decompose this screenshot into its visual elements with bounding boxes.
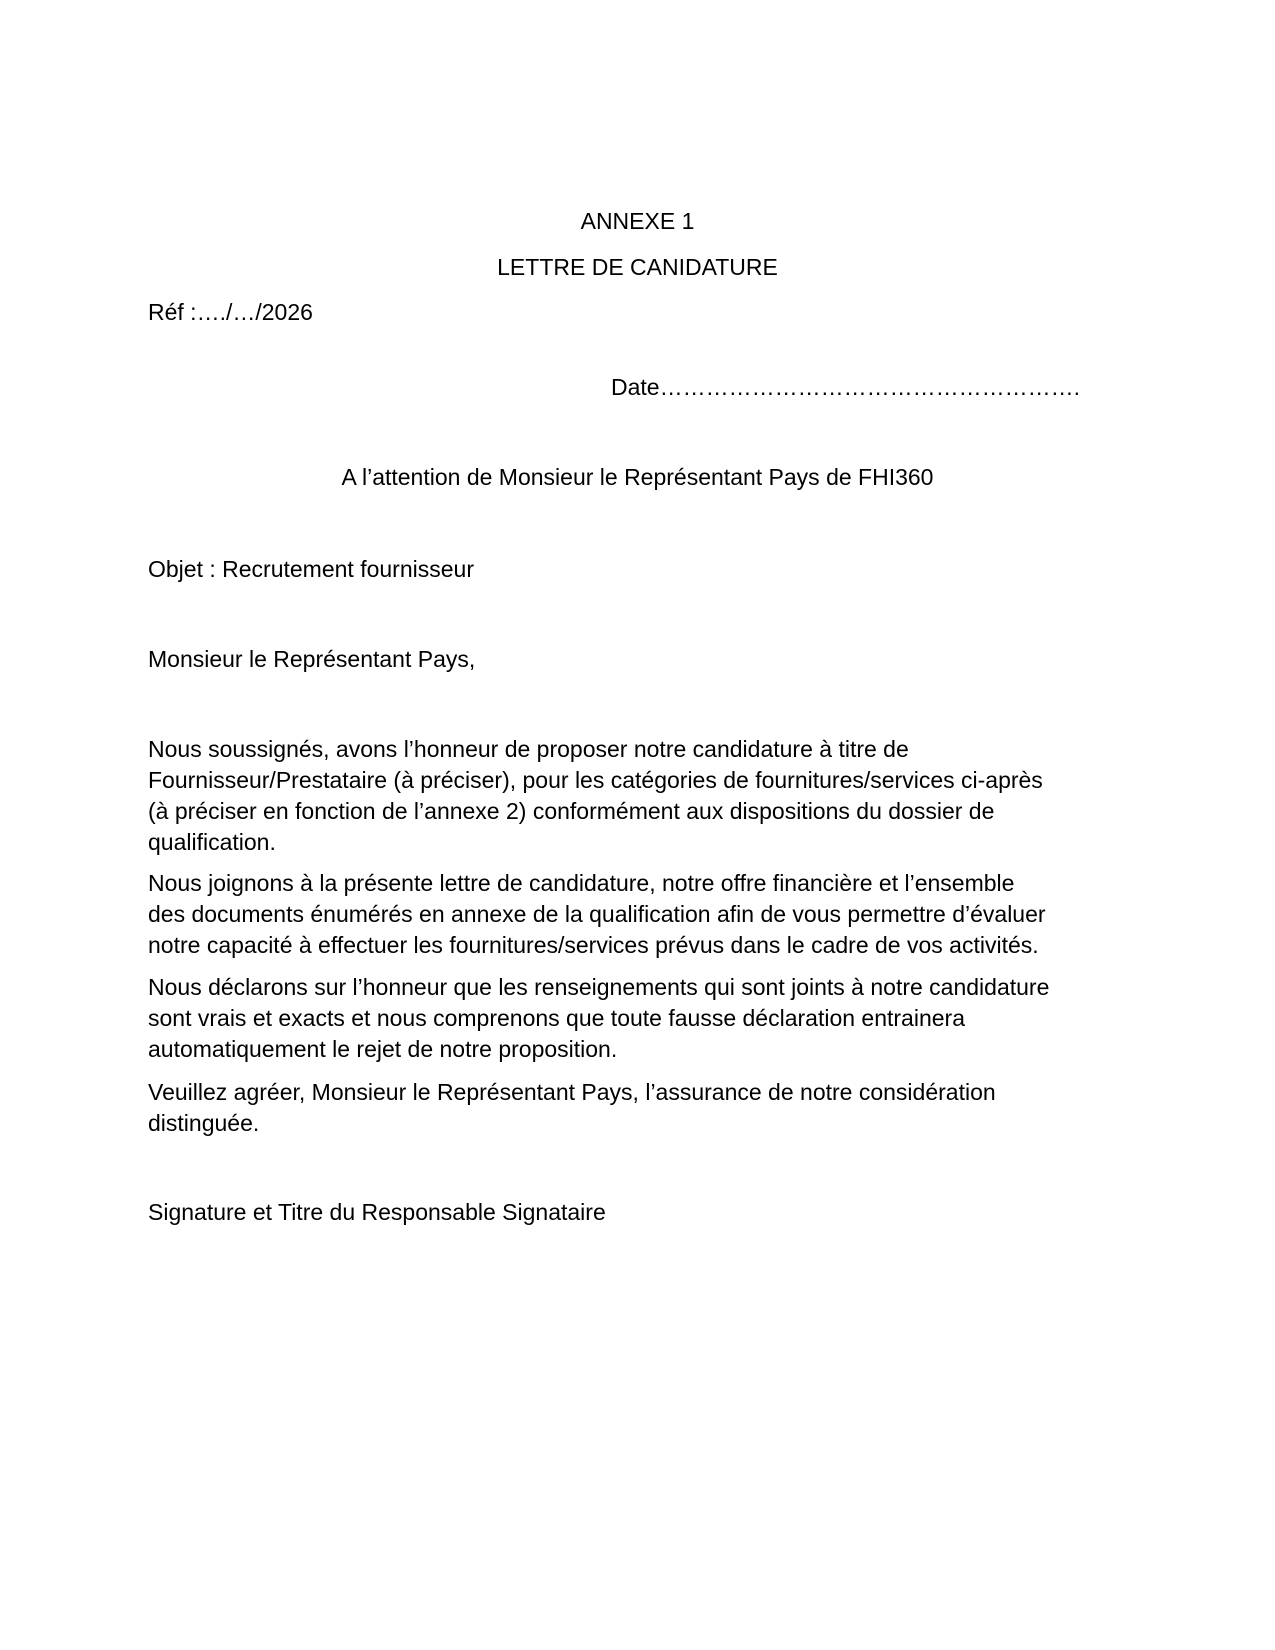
- paragraph-line: Fournisseur/Prestataire (à préciser), pour les catégories de fournitures/services ci-après: [148, 767, 1043, 793]
- paragraph-line: automatiquement le rejet de notre proposition.: [148, 1036, 618, 1062]
- paragraph-line: distinguée.: [148, 1110, 260, 1136]
- paragraph-line: Nous joignons à la présente lettre de candidature, notre offre financière et l’ensemble: [148, 870, 1015, 896]
- paragraph-line: qualification.: [148, 829, 276, 855]
- salutation: Monsieur le Représentant Pays,: [148, 646, 476, 672]
- recipient-line: A l’attention de Monsieur le Représentant Pays de FHI360: [341, 464, 934, 490]
- paragraph-line: des documents énumérés en annexe de la qualification afin de vous permettre d’évaluer: [148, 901, 1046, 927]
- paragraph-line: (à préciser en fonction de l’annexe 2) conformément aux dispositions du dossier de: [148, 798, 995, 824]
- subject-line: Objet : Recrutement fournisseur: [148, 556, 474, 582]
- paragraph-line: Nous soussignés, avons l’honneur de proposer notre candidature à titre de: [148, 736, 909, 762]
- paragraph-line: Nous déclarons sur l’honneur que les renseignements qui sont joints à notre candidature: [148, 974, 1050, 1000]
- signature-line: Signature et Titre du Responsable Signataire: [148, 1199, 606, 1225]
- annex-title: ANNEXE 1: [580, 208, 695, 234]
- paragraph-line: sont vrais et exacts et nous comprenons que toute fausse déclaration entrainera: [148, 1005, 965, 1031]
- body-paragraph-1: [148, 734, 1148, 858]
- letter-title: LETTRE DE CANIDATURE: [497, 254, 778, 280]
- reference-line: Réf :…./…/2026: [148, 299, 313, 325]
- paragraph-line: notre capacité à effectuer les fournitures/services prévus dans le cadre de vos activités.: [148, 932, 1039, 958]
- date-line: Date……………………………………………….: [611, 374, 1080, 400]
- body-paragraph-2: [148, 868, 1148, 961]
- body-paragraph-3: [148, 972, 1148, 1065]
- paragraph-line: Veuillez agréer, Monsieur le Représentant Pays, l’assurance de notre considération: [148, 1079, 996, 1105]
- closing-paragraph: [148, 1077, 1148, 1139]
